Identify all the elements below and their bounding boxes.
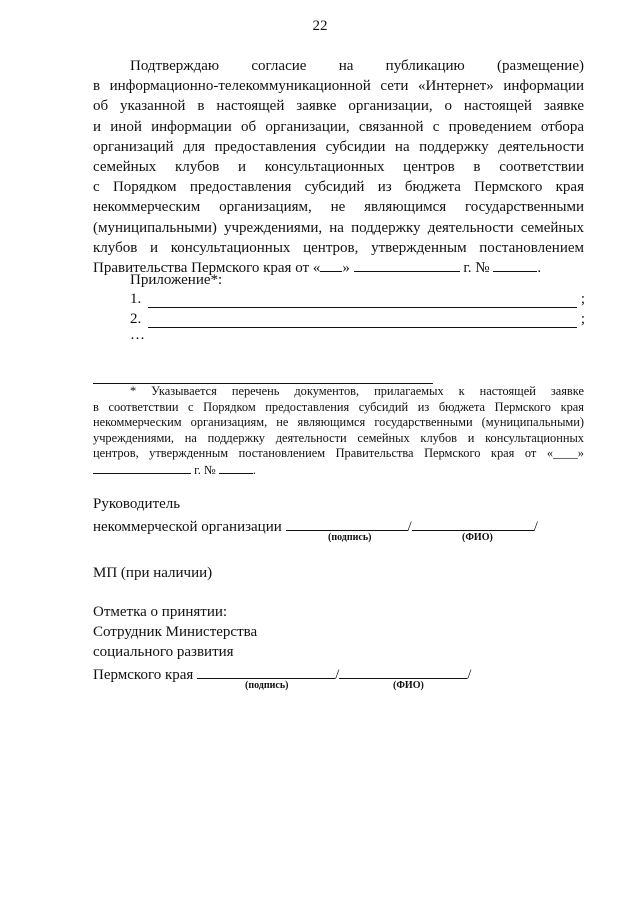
appendix-item: [130, 291, 585, 311]
decree-month-field[interactable]: [354, 258, 460, 272]
acceptance-signature-field[interactable]: [197, 664, 335, 679]
decree-day-field[interactable]: [320, 258, 342, 272]
acceptance-name-caption: (ФИО): [393, 680, 424, 691]
appendix-item-field[interactable]: [148, 327, 577, 328]
consent-line: организаций для предоставления субсидии на поддержку деятельности: [93, 138, 584, 155]
appendix-item-number: 1.: [130, 291, 142, 307]
footnote-line: * Указывается перечень документов, прилагаемых к настоящей заявке: [130, 384, 584, 398]
acceptance-line: Сотрудник Министерства: [93, 624, 258, 640]
consent-line: и иной информации об организации, связанной с проведением отбора: [93, 118, 584, 135]
appendix-ellipsis: …: [130, 327, 145, 343]
appendix-item-number: 2.: [130, 311, 142, 327]
consent-line: семейных клубов и консультационных центров в соответствии: [93, 159, 584, 176]
footnote-number-field[interactable]: [219, 462, 253, 474]
page-number: 22: [312, 18, 328, 34]
head-org-label: некоммерческой организации: [93, 519, 282, 535]
appendix-item-field[interactable]: [148, 307, 577, 308]
footnote-end: .: [252, 462, 257, 477]
consent-line: (муниципальными) учреждениями, на поддержку деятельности семейных: [93, 219, 584, 236]
consent-line: с Порядком предоставления субсидий из бюджета Пермского края: [93, 179, 584, 196]
consent-line: в информационно-телекоммуникационной сети «Интернет» информации: [93, 78, 584, 95]
head-sign-caption: (подпись): [328, 532, 372, 543]
acceptance-slash-end: /: [467, 667, 472, 683]
head-slash: /: [407, 519, 412, 535]
acceptance-region-label: Пермского края: [93, 667, 194, 683]
acceptance-slash: /: [335, 667, 340, 683]
consent-line: Подтверждаю согласие на публикацию (размещение): [130, 58, 584, 74]
decree-quote-close: »: [342, 260, 350, 277]
footnote-line: центров, утвержденным постановлением Правительства Пермского края от «____»: [93, 446, 584, 461]
footnote-date-field[interactable]: [93, 462, 191, 474]
consent-line: некоммерческим организациям, не являющимся государственными: [93, 199, 584, 216]
acceptance-title: Отметка о принятии:: [93, 604, 228, 620]
head-signature-field[interactable]: [286, 516, 408, 531]
decree-year-label: г. №: [463, 260, 490, 277]
appendix-item-end: ;: [580, 311, 585, 327]
appendix-item: [130, 311, 585, 331]
consent-paragraph: [93, 56, 584, 278]
decree-end: .: [537, 260, 542, 277]
footnote-line: некоммерческим организациям, не являющимся государственными (муниципальными): [93, 415, 584, 430]
acceptance-sign-caption: (подпись): [245, 680, 289, 691]
acceptance-name-field[interactable]: [339, 664, 467, 679]
head-title: Руководитель: [93, 496, 181, 512]
consent-line: клубов и консультационных центров, утвержденным постановлением: [93, 239, 584, 256]
footnote-line: учреждениями, на поддержку деятельности семейных клубов и консультационных: [93, 430, 584, 445]
decree-number-field[interactable]: [493, 258, 537, 272]
footnote-year-label: г. №: [194, 462, 216, 477]
decree-prefix: Правительства Пермского края от «: [93, 260, 321, 277]
footnote-last-line: [93, 462, 584, 479]
appendix-item-end: ;: [580, 291, 585, 307]
consent-line: об указанной в настоящей заявке организации, о настоящей заявке: [93, 98, 584, 115]
head-name-caption: (ФИО): [462, 532, 493, 543]
head-slash-end: /: [533, 519, 538, 535]
stamp-label: МП (при наличии): [93, 565, 213, 581]
footnote-line: в соответствии с Порядком предоставления субсидий из бюджета Пермского края: [93, 399, 584, 414]
acceptance-line: социального развития: [93, 644, 234, 660]
footnote: [93, 384, 584, 479]
appendix-title: Приложение*:: [130, 272, 223, 288]
head-name-field[interactable]: [412, 516, 534, 531]
